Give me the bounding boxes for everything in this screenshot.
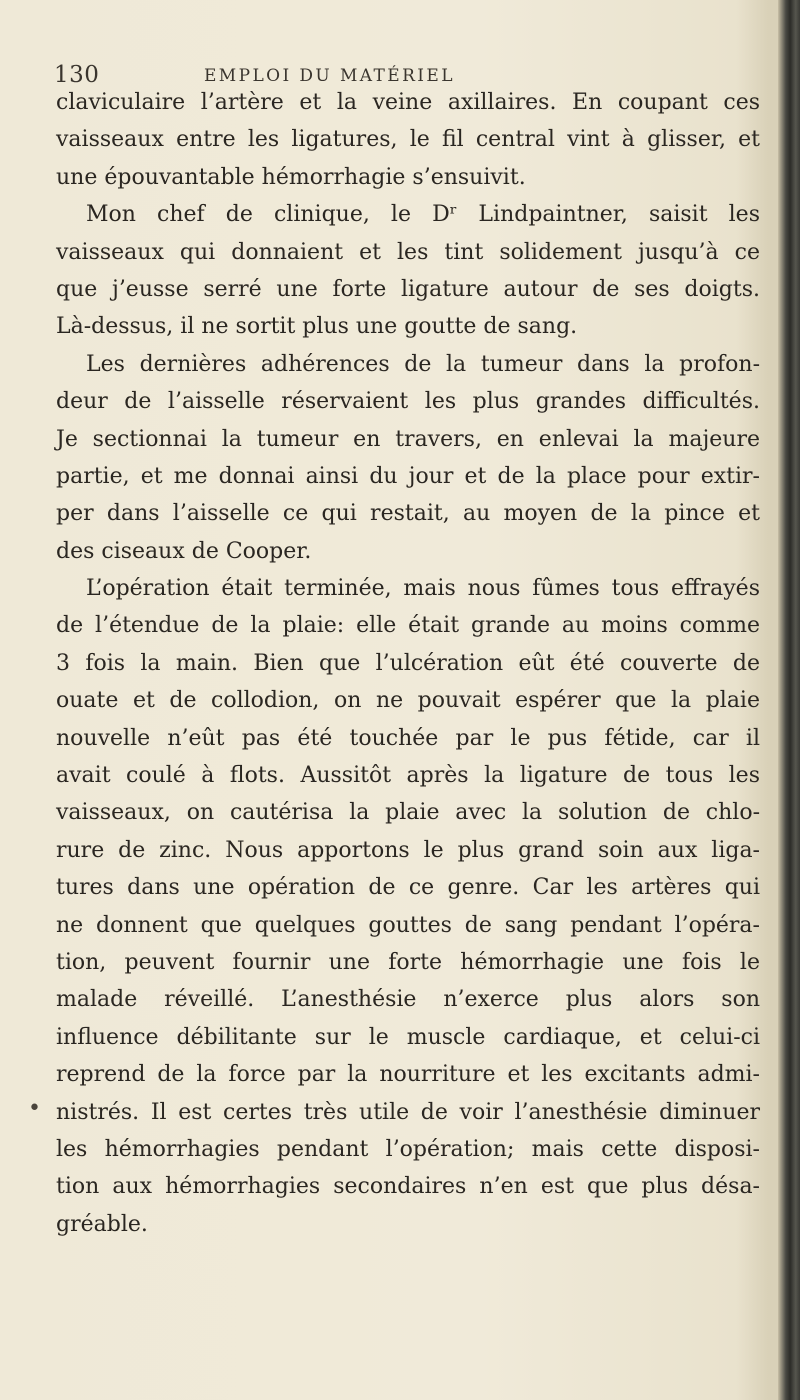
text-line: tion, peuvent fournir une forte hémorrhagie une fois le — [56, 949, 760, 975]
text-line: influence débilitante sur le muscle cardiaque, et celui-ci — [56, 1024, 760, 1050]
text-line: tion aux hémorrhagies secondaires n’en est que plus désa- — [56, 1174, 760, 1200]
text-line: partie, et me donnai ainsi du jour et de la place pour extir- — [56, 463, 760, 489]
text-line: vaisseaux, on cautérisa la plaie avec la solution de chlo- — [56, 800, 760, 826]
text-line: avait coulé à flots. Aussitôt après la ligature de tous les — [56, 763, 760, 789]
text-line: de l’étendue de la plaie: elle était grande au moins comme — [56, 613, 760, 639]
running-head: EMPLOI DU MATÉRIEL — [204, 66, 455, 86]
text-line: deur de l’aisselle réservaient les plus grandes difficultés. — [56, 389, 760, 415]
text-line: nouvelle n’eût pas été touchée par le pus fétide, car il — [56, 725, 760, 751]
text-line: gréable. — [56, 1211, 148, 1237]
text-line: vaisseaux entre les ligatures, le fil central vint à glisser, et — [56, 127, 760, 153]
text-line: Les dernières adhérences de la tumeur dans la profon- — [86, 351, 760, 377]
text-line: rure de zinc. Nous apportons le plus grand soin aux liga- — [56, 837, 760, 863]
text-line: L’opération était terminée, mais nous fûmes tous effrayés — [86, 576, 760, 602]
book-binding-edge — [778, 0, 800, 1400]
text-line: nistrés. Il est certes très utile de voir l’anesthésie diminuer — [56, 1099, 760, 1125]
text-line: 3 fois la main. Bien que l’ulcération eût été couverte de — [56, 650, 760, 676]
text-line: ne donnent que quelques gouttes de sang pendant l’opéra- — [56, 912, 760, 938]
text-line: une épouvantable hémorrhagie s’ensuivit. — [56, 164, 526, 190]
text-line: tures dans une opération de ce genre. Car les artères qui — [56, 875, 760, 901]
text-line: des ciseaux de Cooper. — [56, 538, 312, 564]
text-line: vaisseaux qui donnaient et les tint solidement jusqu’à ce — [56, 239, 760, 265]
text-line: Je sectionnai la tumeur en travers, en enlevai la majeure — [56, 426, 760, 452]
text-line: ouate et de collodion, on ne pouvait espérer que la plaie — [56, 688, 760, 714]
text-line: que j’eusse serré une forte ligature autour de ses doigts. — [56, 276, 760, 302]
text-line: reprend de la force par la nourriture et les excitants admi- — [56, 1062, 760, 1088]
text-line: Là-dessus, il ne sortit plus une goutte de sang. — [56, 314, 578, 340]
text-line: claviculaire l’artère et la veine axillaires. En coupant ces — [56, 90, 760, 115]
text-line: malade réveillé. L’anesthésie n’exerce plus alors son — [56, 987, 760, 1013]
text-line: per dans l’aisselle ce qui restait, au moyen de la pince et — [56, 501, 760, 527]
margin-mark: • — [28, 1096, 41, 1121]
page-number: 130 — [54, 62, 100, 88]
text-line: les hémorrhagies pendant l’opération; mais cette disposi- — [56, 1136, 760, 1162]
text-line: Mon chef de clinique, le Dʳ Lindpaintner, saisit les — [86, 202, 760, 228]
body-text — [56, 84, 760, 1243]
